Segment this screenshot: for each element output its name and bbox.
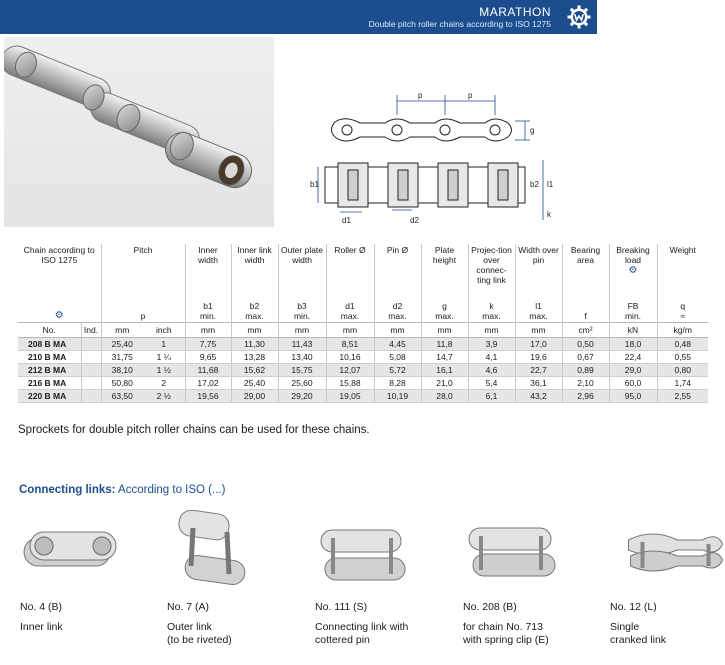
drawing-label-l1: l1	[547, 180, 554, 189]
connecting-link-208: No. 208 (B) for chain No. 713 with spring clip (E)	[463, 510, 598, 647]
cell-d2: 10,19	[374, 389, 421, 402]
cell-b1: 17,02	[185, 376, 231, 389]
brand-subtitle: Double pitch roller chains according to ISO 1275	[368, 19, 551, 29]
col-outer-plate-width: Outer plate width	[278, 244, 326, 296]
chain-photo	[4, 37, 274, 227]
cell-l1: 36,1	[515, 376, 562, 389]
cell-g: 21,0	[421, 376, 468, 389]
cell-k: 6,1	[468, 389, 515, 402]
drawing-label-k: k	[547, 210, 551, 219]
col-plate-height: Plate height	[421, 244, 468, 296]
cell-b2: 25,40	[231, 376, 278, 389]
col-breaking-load: Breaking load ⚙	[609, 244, 657, 296]
chain-gear-symbol	[18, 296, 101, 322]
col-inner-link-width: Inner link width	[231, 244, 278, 296]
col-pin: Pin Ø	[374, 244, 421, 296]
table-row	[18, 337, 708, 350]
cell-b1: 7,75	[185, 337, 231, 350]
cell-d1: 10,16	[326, 350, 374, 363]
connecting-links-title: Connecting links: According to ISO (...)	[19, 484, 226, 496]
cell-q: 0,48	[657, 337, 708, 350]
gear-w-logo-icon	[567, 5, 591, 29]
cell-fb: 95,0	[609, 389, 657, 402]
cell-ind	[81, 350, 101, 363]
cell-d2: 5,08	[374, 350, 421, 363]
cell-q: 1,74	[657, 376, 708, 389]
connecting-link-4: No. 4 (B) Inner link	[20, 510, 155, 634]
cell-g: 16,1	[421, 363, 468, 376]
cell-fb: 29,0	[609, 363, 657, 376]
cell-b3: 29,20	[278, 389, 326, 402]
cell-inch: 1 ½	[143, 363, 185, 376]
cell-f: 2,10	[562, 376, 609, 389]
col-chain: Chain according to ISO 1275	[23, 245, 95, 265]
cell-f: 0,89	[562, 363, 609, 376]
cottered-link-image	[315, 510, 450, 590]
sym-p: p	[140, 310, 146, 321]
cell-no: 212 B MA	[18, 363, 81, 376]
cell-d1: 12,07	[326, 363, 374, 376]
units-row: No. Ind. mm inch mm mm mm mm mm mm mm mm cm² kN kg/m	[18, 322, 708, 337]
brand-title: MARATHON	[479, 5, 551, 19]
connecting-link-111: No. 111 (S) Connecting link with cottered pin	[315, 510, 450, 647]
table-row	[18, 363, 708, 376]
cell-b2: 15,62	[231, 363, 278, 376]
drawing-label-b2: b2	[530, 180, 539, 189]
cell-f: 2,96	[562, 389, 609, 402]
chain-technical-drawing	[300, 85, 570, 230]
cell-inch: 2	[143, 376, 185, 389]
cell-b3: 13,40	[278, 350, 326, 363]
drawing-label-d2: d2	[410, 216, 419, 225]
gear-icon: ⚙	[628, 265, 638, 276]
cell-b1: 9,65	[185, 350, 231, 363]
cell-ind	[81, 389, 101, 402]
cell-mm: 25,40	[101, 337, 143, 350]
spring-clip-link-image	[463, 510, 598, 590]
cell-b2: 29,00	[231, 389, 278, 402]
cell-l1: 43,2	[515, 389, 562, 402]
cell-q: 0,80	[657, 363, 708, 376]
cell-k: 4,1	[468, 350, 515, 363]
cell-b1: 19,56	[185, 389, 231, 402]
cell-inch: 1	[143, 337, 185, 350]
cell-fb: 60,0	[609, 376, 657, 389]
cell-g: 14,7	[421, 350, 468, 363]
cranked-link-image	[610, 510, 725, 590]
cell-no: 220 B MA	[18, 389, 81, 402]
cell-d2: 4,45	[374, 337, 421, 350]
cell-d1: 15,88	[326, 376, 374, 389]
cell-no: 208 B MA	[18, 337, 81, 350]
header-band	[0, 0, 597, 34]
gear-icon: ⚙	[54, 309, 64, 321]
cell-ind	[81, 376, 101, 389]
cell-l1: 19,6	[515, 350, 562, 363]
outer-link-image	[167, 510, 302, 590]
cell-b3: 11,43	[278, 337, 326, 350]
cell-b2: 11,30	[231, 337, 278, 350]
connecting-link-7: No. 7 (A) Outer link (to be riveted)	[167, 510, 302, 647]
cell-fb: 18,0	[609, 337, 657, 350]
col-weight: Weight	[657, 244, 708, 296]
cell-inch: 1 ¼	[143, 350, 185, 363]
cell-l1: 22,7	[515, 363, 562, 376]
cell-mm: 63,50	[101, 389, 143, 402]
cell-mm: 31,75	[101, 350, 143, 363]
cell-b1: 11,68	[185, 363, 231, 376]
drawing-label-d1: d1	[342, 216, 351, 225]
drawing-label-p1: p	[418, 91, 423, 100]
cell-no: 210 B MA	[18, 350, 81, 363]
cell-b3: 15,75	[278, 363, 326, 376]
spec-table: Chain according to ISO 1275 Pitch Inner width Inner link width Outer plate width Roller Ø Pin Ø Plate height Projec-tion over connec-ting link Width over pin Bearing area Breaking load ⚙ Weight ⚙ p b1 min. b2 max. b3 min. d1 max. d2 max. g max. k max. l1 max. f FB min. q ≈ No. Ind. mm inch mm mm mm mm mm mm mm mm cm² kN kg/m 208 B MA 25,40 1 7,75 11,30 11,43 8,51 4,45 11,8 3,9 17,0 0,50 18,0 0,48 210 B MA 31,75 1 ¼ 9,65 13,28 13,40 10,16 5,08 14,7 4,1 19,6 0,67 22,4 0,55 212 B MA 38,10 1 ½ 11,68 15,62 15,75 12,07 5,72 16,1 4,6 22,7 0,89 29,0 0,80 216 B MA 50,80 2 17,02 25,40 25,60 15,88 8,28 21,0 5,4 36,1 2,10 60,0 1,74 220 B MA 63,50 2 ½ 19,56 29,00 29,20 19,05 10,19 28,0 6,1 43,2 2,96 95,0 2,55	[18, 244, 708, 403]
cell-d1: 8,51	[326, 337, 374, 350]
col-pitch: Pitch	[101, 244, 185, 296]
drawing-label-b1: b1	[310, 180, 319, 189]
cell-d2: 5,72	[374, 363, 421, 376]
cell-k: 4,6	[468, 363, 515, 376]
cell-d1: 19,05	[326, 389, 374, 402]
col-width-over-pin: Width over pin	[515, 244, 562, 296]
cell-q: 2,55	[657, 389, 708, 402]
drawing-label-g: g	[530, 126, 535, 135]
cell-f: 0,50	[562, 337, 609, 350]
cell-k: 3,9	[468, 337, 515, 350]
col-roller: Roller Ø	[326, 244, 374, 296]
table-row	[18, 376, 708, 389]
col-projection: Projec-tion over connec-ting link	[468, 244, 515, 296]
col-inner-width: Inner width	[185, 244, 231, 296]
connecting-link-12: No. 12 (L) Single cranked link	[610, 510, 725, 647]
table-row	[18, 350, 708, 363]
cell-f: 0,67	[562, 350, 609, 363]
cell-mm: 38,10	[101, 363, 143, 376]
cell-g: 28,0	[421, 389, 468, 402]
cell-ind	[81, 363, 101, 376]
cell-mm: 50,80	[101, 376, 143, 389]
col-bearing-area: Bearing area	[562, 244, 609, 296]
cell-g: 11,8	[421, 337, 468, 350]
cell-ind	[81, 337, 101, 350]
drawing-label-p2: p	[468, 91, 473, 100]
cell-d2: 8,28	[374, 376, 421, 389]
cell-b3: 25,60	[278, 376, 326, 389]
cell-q: 0,55	[657, 350, 708, 363]
sprocket-note: Sprockets for double pitch roller chains can be used for these chains.	[18, 424, 370, 436]
cell-b2: 13,28	[231, 350, 278, 363]
cell-l1: 17,0	[515, 337, 562, 350]
table-row	[18, 389, 708, 402]
inner-link-image	[20, 510, 155, 590]
cell-no: 216 B MA	[18, 376, 81, 389]
cell-inch: 2 ½	[143, 389, 185, 402]
cell-fb: 22,4	[609, 350, 657, 363]
cell-k: 5,4	[468, 376, 515, 389]
